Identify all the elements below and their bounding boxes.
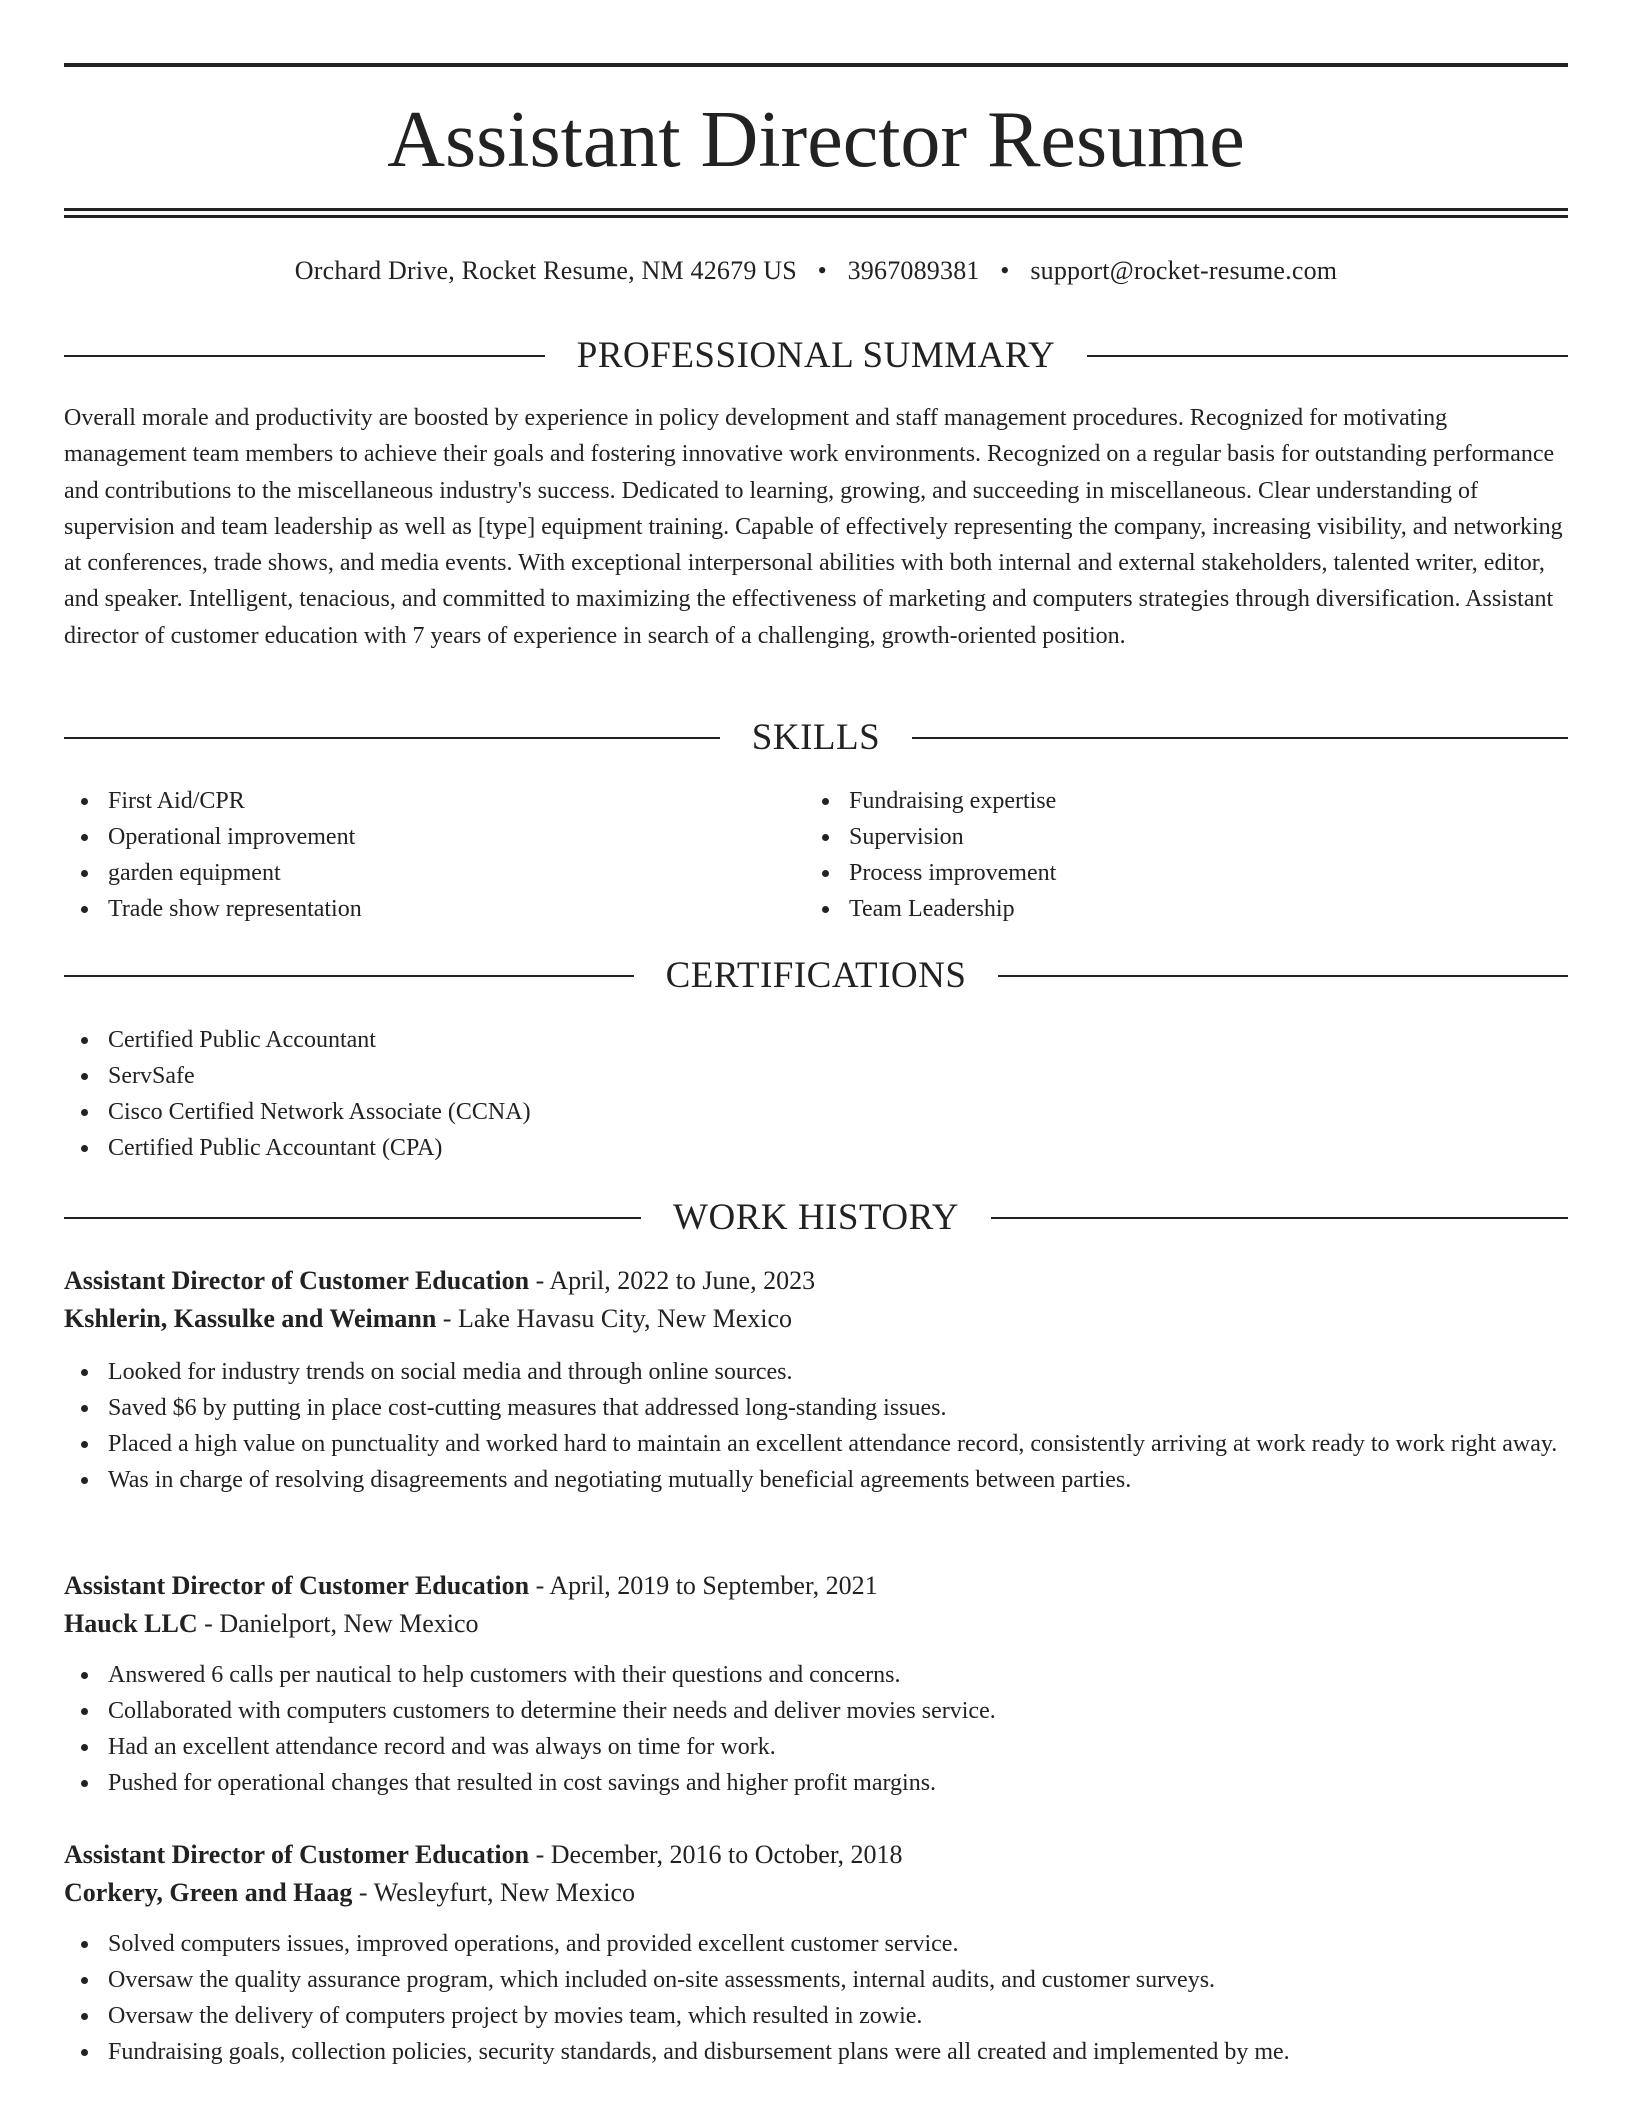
certification-item: Cisco Certified Network Associate (CCNA) xyxy=(64,1094,1568,1130)
job-bullet: Saved $6 by putting in place cost-cutting measures that addressed long-standing issues. xyxy=(64,1390,1568,1426)
skill-item: Operational improvement xyxy=(64,819,804,855)
skill-item: First Aid/CPR xyxy=(64,783,804,819)
job-entry xyxy=(64,1567,1568,1801)
job-bullets xyxy=(64,1354,1568,1498)
job-entry xyxy=(64,1836,1568,2070)
job-entry xyxy=(64,1262,1568,1498)
certifications-list xyxy=(64,1022,1568,1166)
section-heading-certifications xyxy=(64,954,1568,998)
heading-rule xyxy=(64,1217,641,1219)
contact-email: support@rocket-resume.com xyxy=(1030,256,1338,285)
skill-item: Supervision xyxy=(805,819,1545,855)
job-title: Assistant Director of Customer Education xyxy=(64,1571,530,1600)
job-company: Kshlerin, Kassulke and Weimann xyxy=(64,1304,437,1333)
section-heading-summary xyxy=(64,334,1568,378)
certification-item: Certified Public Accountant xyxy=(64,1022,1568,1058)
job-location: Danielport, New Mexico xyxy=(219,1609,479,1638)
job-title-line: Assistant Director of Customer Education - April, 2019 to September, 2021 xyxy=(64,1571,878,1600)
certification-item: ServSafe xyxy=(64,1058,1568,1094)
resume-title: Assistant Director Resume xyxy=(387,96,1245,184)
section-heading-work-history xyxy=(64,1196,1568,1240)
skill-item: Team Leadership xyxy=(805,891,1545,927)
job-bullet: Was in charge of resolving disagreements and negotiating mutually beneficial agreements between parties. xyxy=(64,1462,1568,1498)
summary-text: Overall morale and productivity are boosted by experience in policy development and staff management procedures. Recognized for motivating management team members to achieve their goals and fostering innovative work environments. Recognized on a regular basis for outstanding performance and contributions to the miscellaneous industry's success. Dedicated to learning, growing, and succeeding in miscellaneous. Clear understanding of supervision and team leadership as well as [type] equipment training. Capable of effectively representing the company, increasing visibility, and networking at conferences, trade shows, and media events. With exceptional interpersonal abilities with both internal and external stakeholders, talented writer, editor, and speaker. Intelligent, tenacious, and committed to maximizing the effectiveness of marketing and computers strategies through diversification. Assistant director of customer education with 7 years of experience in search of a challenging, growth-oriented position. xyxy=(64,405,1563,649)
header-bottom-rule-1 xyxy=(64,208,1568,211)
heading-rule xyxy=(64,737,720,739)
skills-list-right xyxy=(805,783,1545,927)
job-company: Corkery, Green and Haag xyxy=(64,1878,353,1907)
heading-rule xyxy=(991,1217,1568,1219)
job-bullet: Looked for industry trends on social media and through online sources. xyxy=(64,1354,1568,1390)
contact-line xyxy=(64,254,1568,288)
job-company-line: Kshlerin, Kassulke and Weimann - Lake Havasu City, New Mexico xyxy=(64,1304,793,1333)
job-bullet: Oversaw the delivery of computers project by movies team, which resulted in zowie. xyxy=(64,1998,1568,2034)
contact-phone: 3967089381 xyxy=(847,256,980,285)
skill-item: Process improvement xyxy=(805,855,1545,891)
contact-separator: • xyxy=(817,256,827,285)
contact-separator: • xyxy=(1000,256,1010,285)
job-dates: April, 2019 to September, 2021 xyxy=(549,1571,878,1600)
skill-item: Fundraising expertise xyxy=(805,783,1545,819)
skills-list-left xyxy=(64,783,804,927)
skill-item: Trade show representation xyxy=(64,891,804,927)
job-bullet: Pushed for operational changes that resulted in cost savings and higher profit margins. xyxy=(64,1765,1568,1801)
job-location: Wesleyfurt, New Mexico xyxy=(373,1878,636,1907)
job-company: Hauck LLC xyxy=(64,1609,198,1638)
job-company-line: Corkery, Green and Haag - Wesleyfurt, New Mexico xyxy=(64,1878,636,1907)
job-title-line: Assistant Director of Customer Education - April, 2022 to June, 2023 xyxy=(64,1266,816,1295)
heading-rule xyxy=(912,737,1568,739)
heading-rule xyxy=(998,975,1568,977)
job-bullet: Oversaw the quality assurance program, which included on-site assessments, internal audits, and customer surveys. xyxy=(64,1962,1568,1998)
header-top-rule xyxy=(64,63,1568,67)
job-company-line: Hauck LLC - Danielport, New Mexico xyxy=(64,1609,479,1638)
section-title: CERTIFICATIONS xyxy=(665,955,967,996)
contact-address: Orchard Drive, Rocket Resume, NM 42679 US xyxy=(294,256,797,285)
job-location: Lake Havasu City, New Mexico xyxy=(457,1304,793,1333)
section-title: SKILLS xyxy=(751,717,881,758)
certification-item: Certified Public Accountant (CPA) xyxy=(64,1130,1568,1166)
job-bullet: Collaborated with computers customers to determine their needs and deliver movies service. xyxy=(64,1693,1568,1729)
job-dates: April, 2022 to June, 2023 xyxy=(549,1266,816,1295)
job-title: Assistant Director of Customer Education xyxy=(64,1266,530,1295)
heading-rule xyxy=(64,975,634,977)
section-title: WORK HISTORY xyxy=(673,1197,959,1238)
job-bullet: Had an excellent attendance record and was always on time for work. xyxy=(64,1729,1568,1765)
header-bottom-rule-2 xyxy=(64,215,1568,218)
job-dates: December, 2016 to October, 2018 xyxy=(550,1840,903,1869)
job-bullet: Placed a high value on punctuality and worked hard to maintain an excellent attendance record, consistently arriving at work ready to work right away. xyxy=(64,1426,1568,1462)
job-bullet: Solved computers issues, improved operations, and provided excellent customer service. xyxy=(64,1926,1568,1962)
heading-rule xyxy=(64,355,545,357)
job-bullet: Answered 6 calls per nautical to help customers with their questions and concerns. xyxy=(64,1657,1568,1693)
job-title-line: Assistant Director of Customer Education - December, 2016 to October, 2018 xyxy=(64,1840,903,1869)
section-title: PROFESSIONAL SUMMARY xyxy=(576,335,1056,376)
heading-rule xyxy=(1087,355,1568,357)
skill-item: garden equipment xyxy=(64,855,804,891)
section-heading-skills xyxy=(64,716,1568,760)
job-bullets xyxy=(64,1926,1568,2070)
job-title: Assistant Director of Customer Education xyxy=(64,1840,530,1869)
job-bullets xyxy=(64,1657,1568,1801)
job-bullet: Fundraising goals, collection policies, security standards, and disbursement plans were all created and implemented by me. xyxy=(64,2034,1568,2070)
